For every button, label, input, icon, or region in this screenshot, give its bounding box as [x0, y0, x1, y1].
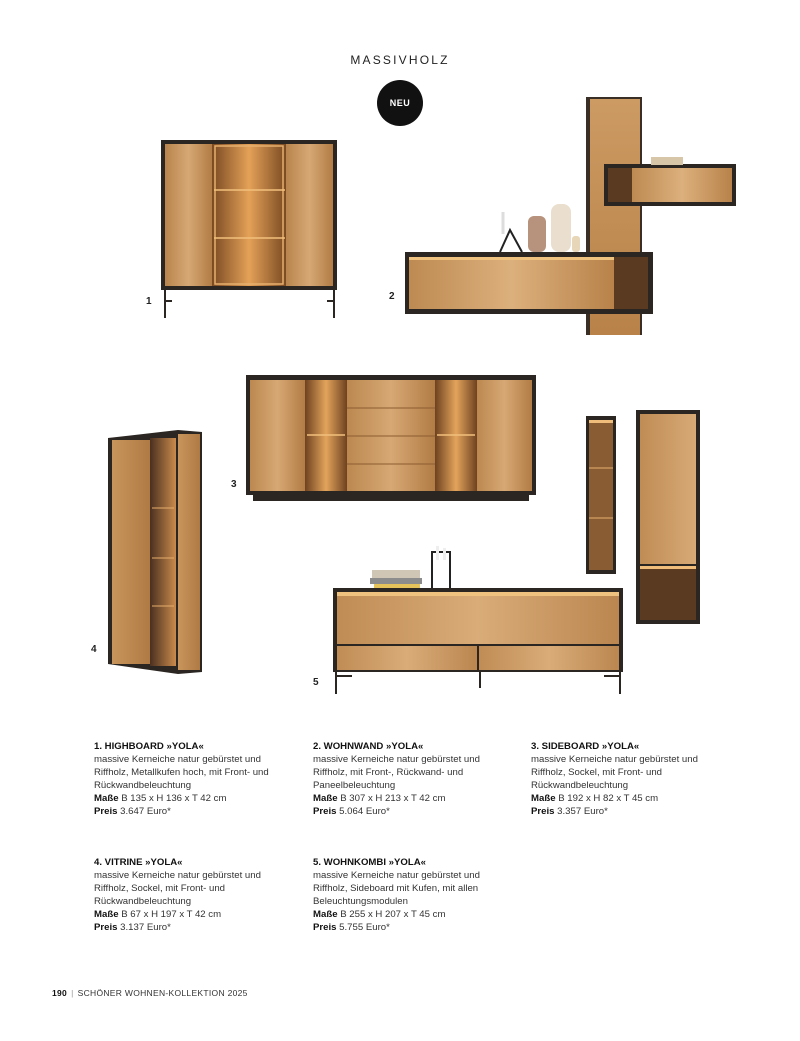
price-label: Preis — [94, 922, 118, 933]
product-4 — [94, 856, 284, 934]
dims-label: Maße — [313, 793, 338, 804]
product-description: massive Kerneiche natur gebürstet und Riffholz, mit Front-, Rückwand- und Paneelbeleuchtung — [313, 754, 480, 791]
wohnwand-image — [400, 96, 740, 338]
dims-label: Maße — [531, 793, 556, 804]
price-label: Preis — [313, 922, 337, 933]
product-description: massive Kerneiche natur gebürstet und Riffholz, Sockel, mit Front- und Rückwandbeleuchtung — [94, 870, 261, 907]
image-number-2: 2 — [389, 291, 395, 302]
dims-label: Maße — [94, 909, 119, 920]
price-label: Preis — [313, 806, 337, 817]
highboard-image — [158, 138, 340, 320]
product-1 — [94, 740, 284, 818]
product-title: 2. WOHNWAND »YOLA« — [313, 741, 424, 752]
dims-label: Maße — [313, 909, 338, 920]
image-number-4: 4 — [91, 644, 97, 655]
product-description: massive Kerneiche natur gebürstet und Riffholz, Sideboard mit Kufen, mit allen Beleuchtungsmodulen — [313, 870, 480, 907]
dims-label: Maße — [94, 793, 119, 804]
dims-value: B 135 x H 136 x T 42 cm — [121, 793, 227, 804]
price-value: 5.064 Euro* — [339, 806, 390, 817]
price-value: 5.755 Euro* — [339, 922, 390, 933]
page-footer — [52, 988, 248, 998]
price-label: Preis — [94, 806, 118, 817]
price-value: 3.357 Euro* — [557, 806, 608, 817]
image-number-1: 1 — [146, 296, 152, 307]
new-badge: NEU — [377, 80, 423, 126]
product-title: 3. SIDEBOARD »YOLA« — [531, 741, 640, 752]
dims-value: B 255 x H 207 x T 45 cm — [340, 909, 446, 920]
product-5 — [313, 856, 503, 934]
product-title: 1. HIGHBOARD »YOLA« — [94, 741, 204, 752]
product-title: 5. WOHNKOMBI »YOLA« — [313, 857, 427, 868]
dims-value: B 67 x H 197 x T 42 cm — [121, 909, 222, 920]
product-3 — [531, 740, 721, 818]
footer-separator: | — [71, 988, 74, 998]
dims-value: B 192 x H 82 x T 45 cm — [558, 793, 659, 804]
price-value: 3.647 Euro* — [120, 806, 171, 817]
price-label: Preis — [531, 806, 555, 817]
product-title: 4. VITRINE »YOLA« — [94, 857, 183, 868]
section-title: MASSIVHOLZ — [350, 53, 450, 67]
publication-title: SCHÖNER WOHNEN-KOLLEKTION 2025 — [77, 988, 248, 998]
image-number-5: 5 — [313, 677, 319, 688]
dims-value: B 307 x H 213 x T 42 cm — [340, 793, 446, 804]
page-number: 190 — [52, 988, 68, 998]
product-description: massive Kerneiche natur gebürstet und Riffholz, Metallkufen hoch, mit Front- und Rückwandbeleuchtung — [94, 754, 269, 791]
product-2 — [313, 740, 503, 818]
vitrine-image — [106, 428, 204, 676]
sideboard-image — [245, 373, 537, 503]
product-description: massive Kerneiche natur gebürstet und Riffholz, Sockel, mit Front- und Rückwandbeleuchtung — [531, 754, 698, 791]
price-value: 3.137 Euro* — [120, 922, 171, 933]
image-number-3: 3 — [231, 479, 237, 490]
wohnkombi-image — [330, 544, 626, 696]
